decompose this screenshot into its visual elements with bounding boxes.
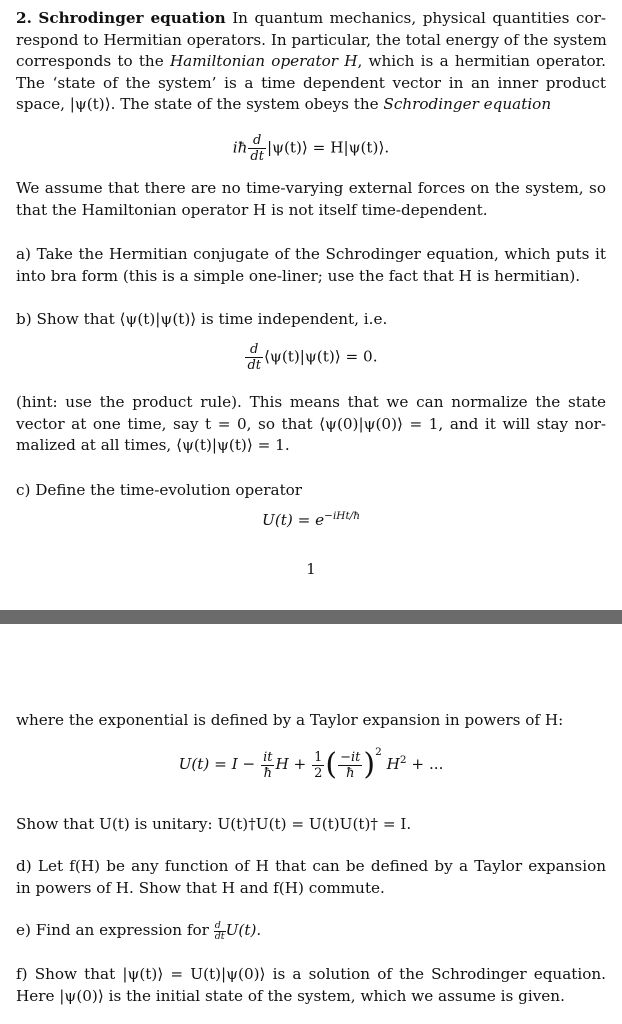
assumption-paragraph: We assume that there are no time-varying external forces on the system, so that the Hamiltonian operator H is not itself time-dependent. [16,179,606,219]
problem-title: Schrodinger equation [38,9,226,27]
part-d: d) Let f(H) be any function of H that can be defined by a Taylor expansion in powers of H. Show that H and f(H) commute. [16,857,606,897]
schrodinger-equation: iħ $\frac{d}{dt}$ |ψ(t)⟩ = H|ψ(t)⟩. [232,133,390,164]
part-a: a) Take the Hermitian conjugate of the Schrodinger equation, which puts it into bra form (this is a simple one-liner; use the fact that H is hermitian). [16,245,606,285]
hint-paragraph: (hint: use the product rule). This means that we can normalize the state vector at one time, say t = 0, so that ⟨ψ(0)|ψ(0)⟩ = 1, and it will stay nor- malized at all times, ⟨ψ(t)|ψ(t)⟩ = 1. [16,393,606,455]
page-2 [0,624,622,1024]
evolution-operator-equation: $U(t) = e^{-iHt/ħ}$ [262,510,360,530]
page-divider [0,610,622,624]
taylor-intro: where the exponential is defined by a Taylor expansion in powers of H: [16,711,564,729]
page-number: 1 [306,560,316,578]
part-e: e) Find an expression for $\frac{d}{dt}$ U(t). [16,919,262,942]
unitary-statement: Show that U(t) is unitary: U(t)†U(t) = U(t)U(t)† = I. [16,815,412,833]
taylor-equation: U(t) = I − $\frac{it}{ħ}$ H + $\frac{1}{2}$ ( $\frac{-it}{ħ}$ )$^2$ $H^2$ + ... [178,746,444,782]
problem-number: 2. [16,9,32,27]
part-f: f) Show that |ψ(t)⟩ = U(t)|ψ(0)⟩ is a solution of the Schrodinger equation. Here |ψ(0)⟩ is the initial state of the system, which we assume is given. [16,965,606,1005]
part-b: b) Show that ⟨ψ(t)|ψ(t)⟩ is time independent, i.e. [16,310,388,328]
normalization-equation: $\frac{d}{dt}$ ⟨ψ(t)|ψ(t)⟩ = 0. [247,342,378,373]
part-c: c) Define the time-evolution operator [16,481,303,499]
intro-paragraph: 2. Schrodinger equation In quantum mechanics, physical quantities cor- respond to Hermitian operators. In particular, the total energy of the system corresponds to the Hamiltonian operator H, which is a hermitian operator. The ‘state of the system’ is a time dependent vector in an inner product space, |ψ(t)⟩. The state of the system obeys the Schrodinger equation [16,9,607,114]
